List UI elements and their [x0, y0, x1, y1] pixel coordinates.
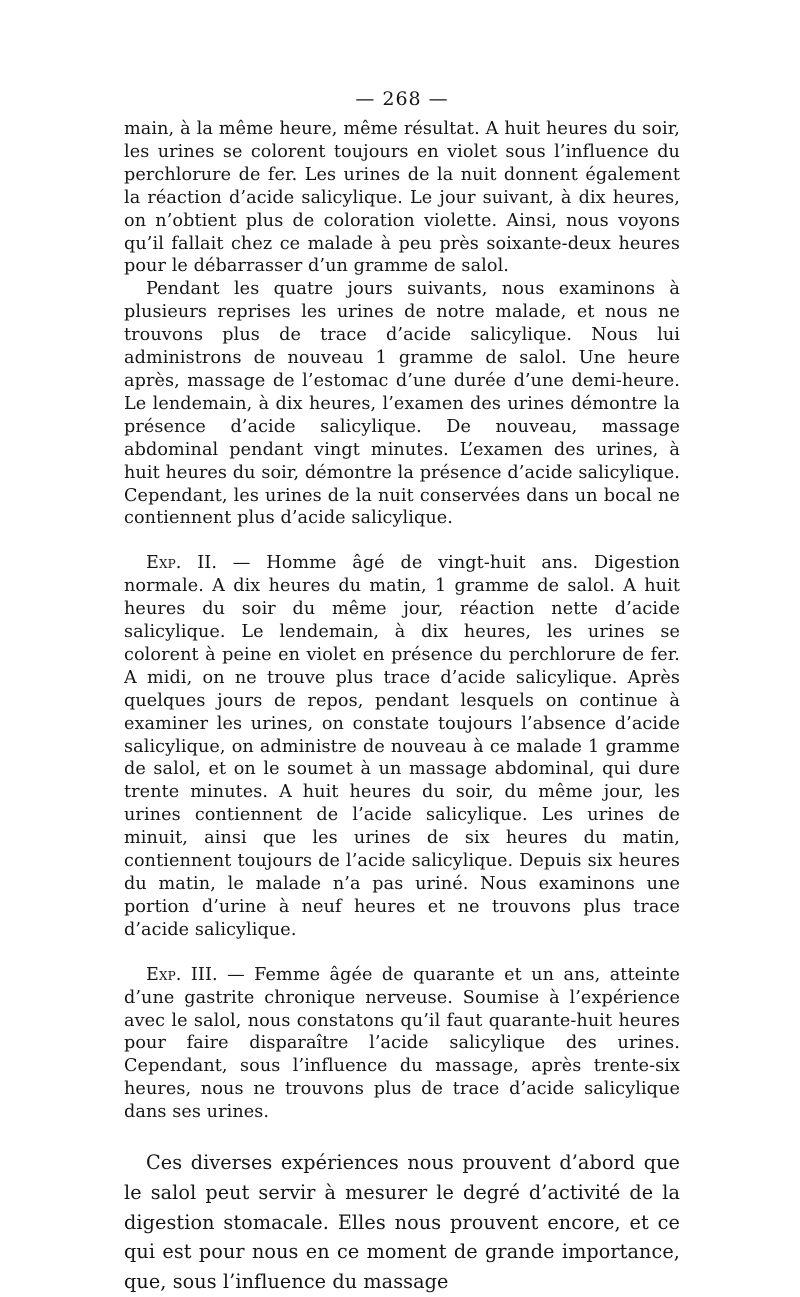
experiment-3-label: Exp. III.: [146, 964, 218, 985]
page-number: — 268 —: [355, 88, 449, 110]
paragraph-conclusion: Ces diverses expériences nous prouvent d’abord que le salol peut servir à mesurer le degré d’activité de la digestion stomacale. Elles nous prouvent encore, et ce qui est pour nous en ce moment de grande importance, que, sous l’influence du massage: [124, 1151, 680, 1294]
paragraph-four-days: Pendant les quatre jours suivants, nous examinons à plusieurs reprises les urines de notre malade, et nous ne trouvons plus de trace d’acide salicylique. Nous lui administrons de nouveau 1 gramme de salol. Une heure après, massage de l’estomac d’une durée d’une demi-heure. Le lendemain, à dix heures, l’examen des urines démontre la présence d’acide salicylique. De nouveau, massage abdominal pendant vingt minutes. L’examen des urines, à huit heures du soir, démontre la présence d’acide salicylique. Cependant, les urines de la nuit conservées dans un bocal ne contiennent plus d’acide salicylique.: [124, 279, 680, 529]
experiment-2-label: Exp. II.: [146, 553, 218, 574]
document-page: [124, 88, 680, 1297]
experiment-3-text: — Femme âgée de quarante et un ans, atteinte d’une gastrite chronique nerveuse. Soumise à l’expérience avec le salol, nous constatons qu’il faut quarante-huit heures pour faire disparaître l’acide salicylique des urines. Cependant, sous l’influence du massage, après trente-six heures, nous ne trouvons plus de trace d’acide salicylique dans ses urines.: [124, 964, 680, 1123]
paragraph-gap: [124, 530, 680, 552]
paragraph-experiment-2: [124, 552, 680, 941]
paragraph-continuation: main, à la même heure, même résultat. A huit heures du soir, les urines se colorent toujours en violet sous l’influence du perchlorure de fer. Les urines de la nuit donnent également la réaction d’acide salicylique. Le jour suivant, à dix heures, on n’obtient plus de coloration violette. Ainsi, nous voyons qu’il fallait chez ce malade à peu près soixante-deux heures pour le débarrasser d’un gramme de salol.: [124, 119, 680, 277]
paragraph-gap: [124, 1124, 680, 1148]
experiment-2-text: — Homme âgé de vingt-huit ans. Digestion normale. A dix heures du matin, 1 gramme de salol. A huit heures du soir du même jour, réaction nette d’acide salicylique. Le lendemain, à dix heures, les urines se colorent à peine en violet en présence du perchlorure de fer. A midi, on ne trouve plus trace d’acide salicylique. Après quelques jours de repos, pendant lesquels on continue à examiner les urines, on constate toujours l’absence d’acide salicylique, on administre de nouveau à ce malade 1 gramme de salol, et on le soumet à un massage abdominal, qui dure trente minutes. A huit heures du soir, du même jour, les urines contiennent de l’acide salicylique. Les urines de minuit, ainsi que les urines de six heures du matin, contiennent toujours de l’acide salicylique. Depuis six heures du matin, le malade n’a pas uriné. Nous examinons une portion d’urine à neuf heures et ne trouvons plus trace d’acide salicylique.: [124, 553, 680, 940]
paragraph-gap: [124, 942, 680, 964]
paragraph-experiment-3: [124, 964, 680, 1124]
